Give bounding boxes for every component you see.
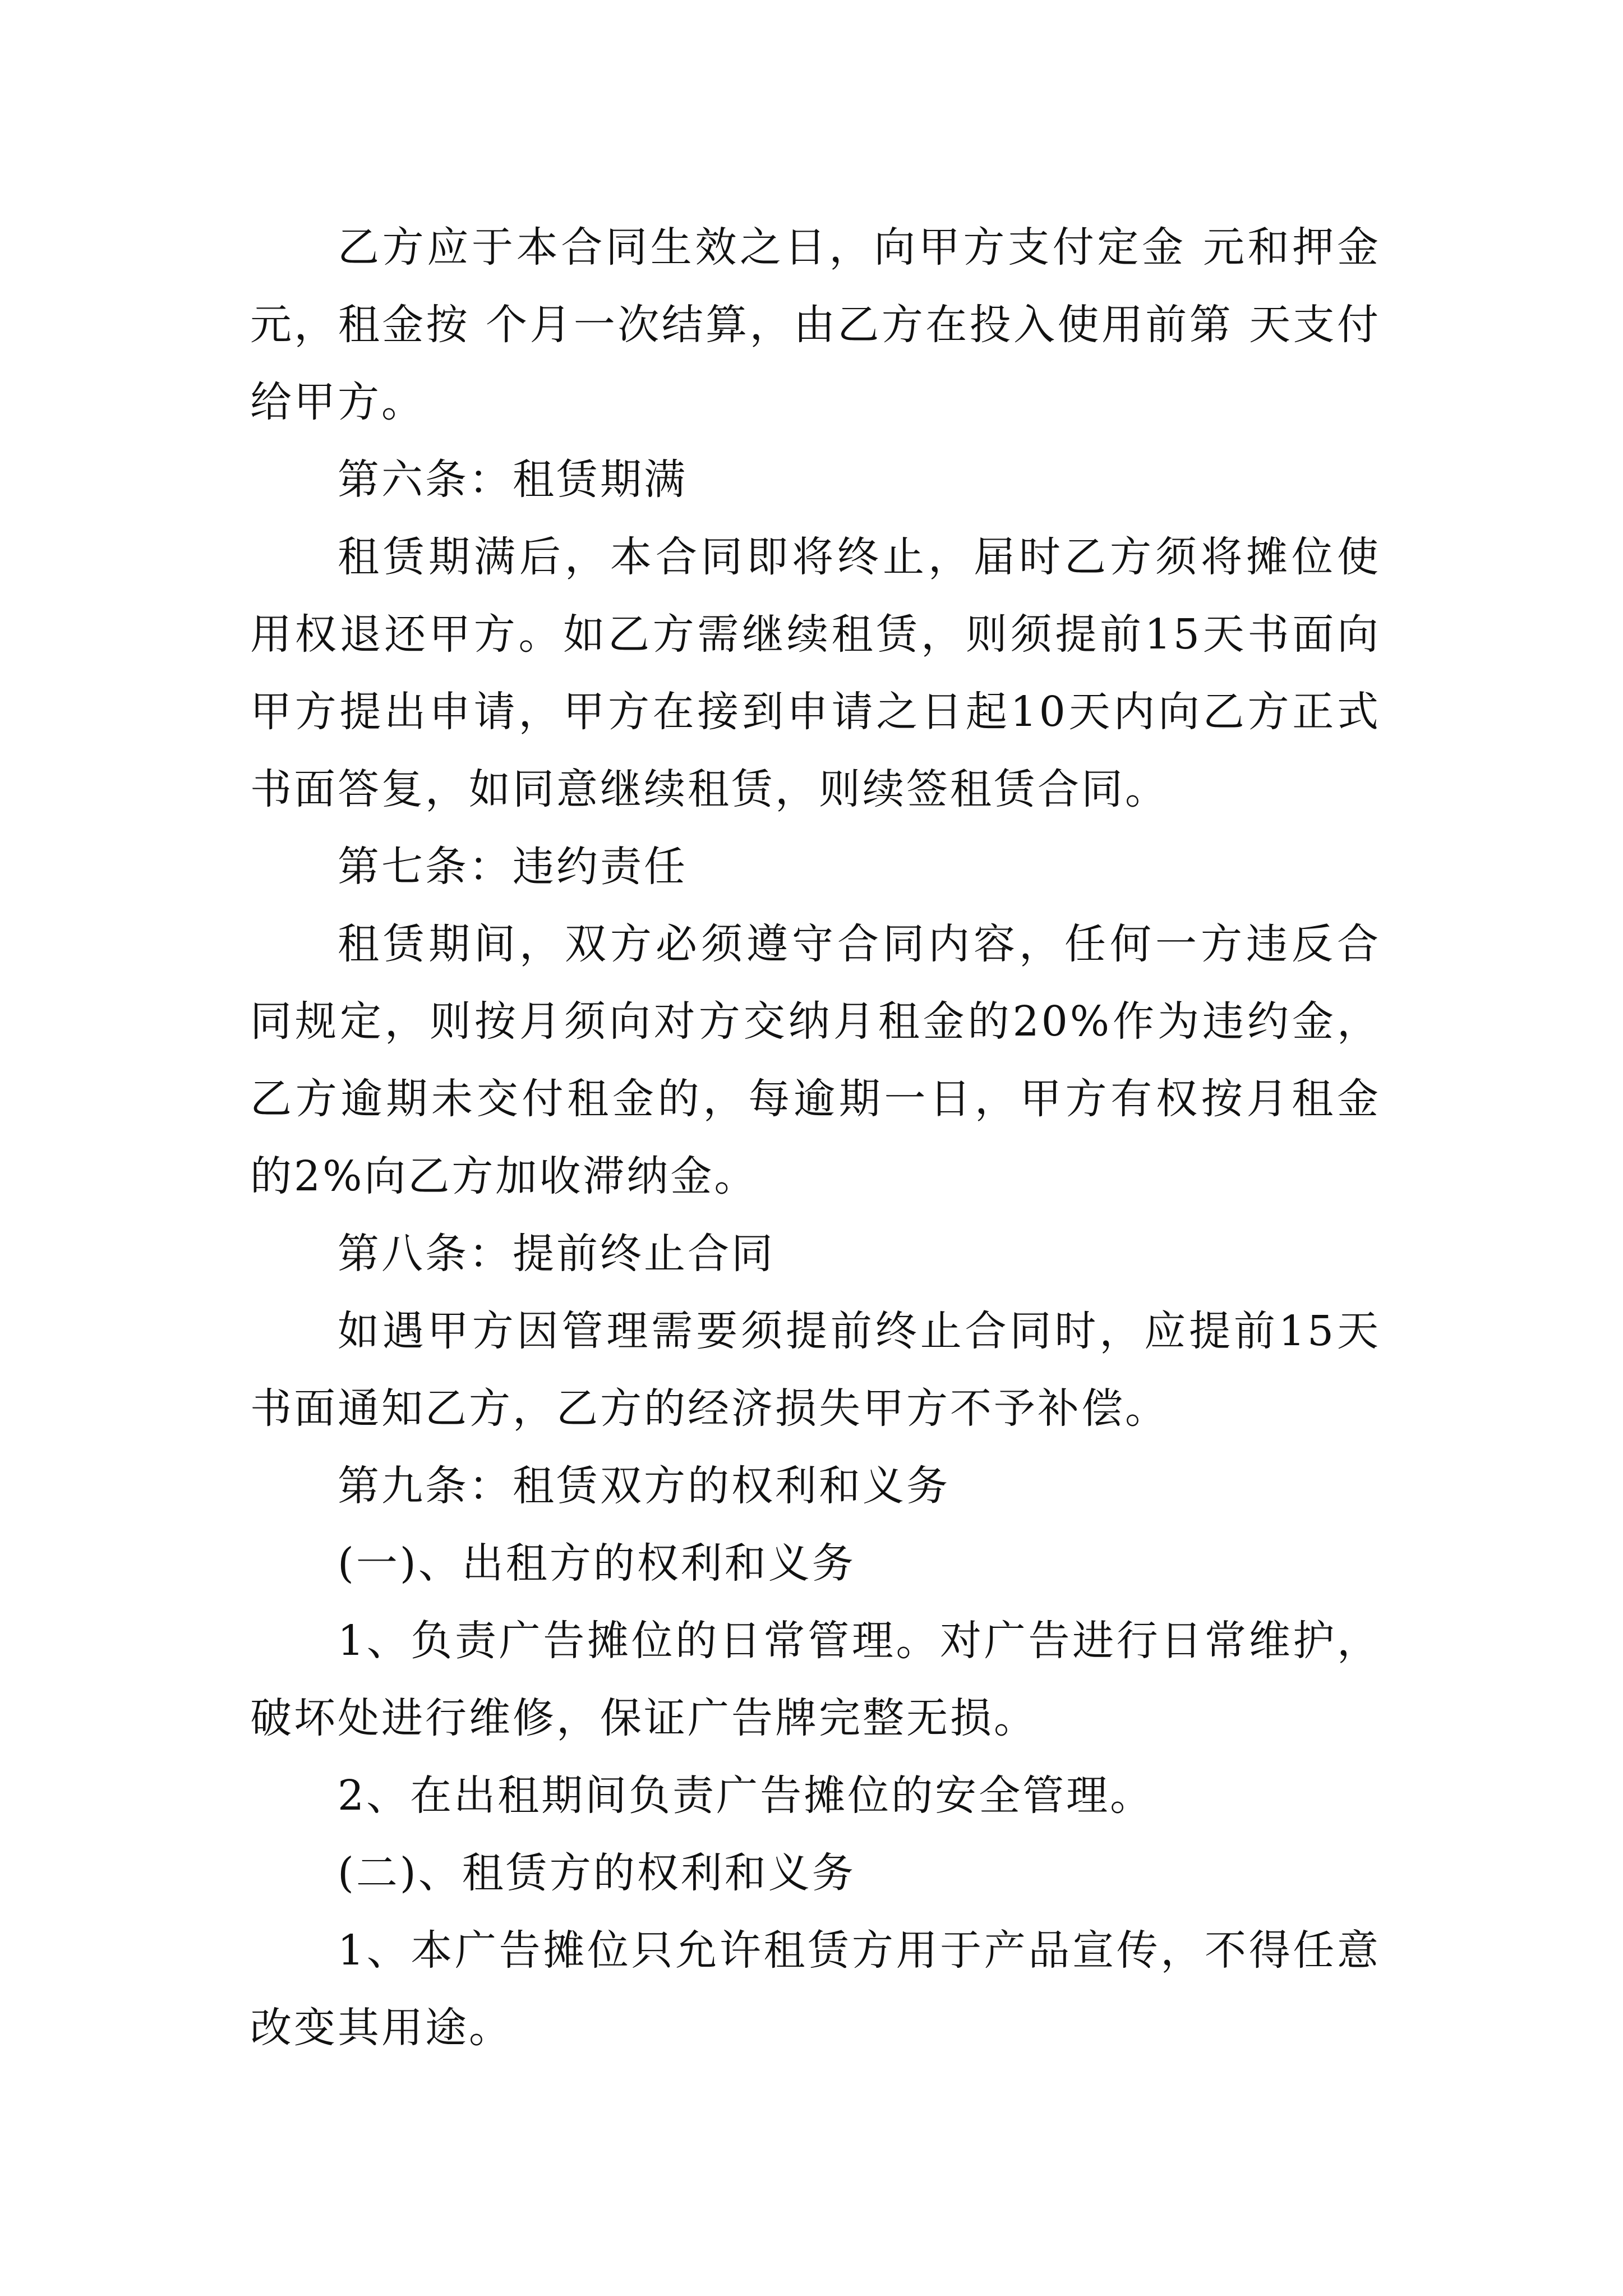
lessor-rights-heading: (一)、出租方的权利和义务 (338, 1539, 856, 1588)
article-8-heading: 第八条：提前终止合同 (338, 1230, 775, 1278)
paragraph-early-termination: 如遇甲方因管理需要须提前终止合同时，应提前15天书面通知乙方，乙方的经济损失甲方不予补偿。 (250, 1307, 1381, 1433)
lessor-duty-1: 1、负责广告摊位的日常管理。对广告进行日常维护，破坏处进行维修，保证广告牌完整无损。 (250, 1617, 1381, 1742)
article-6-heading: 第六条：租赁期满 (338, 455, 688, 504)
lessor-duty-2: 2、在出租期间负责广告摊位的安全管理。 (338, 1772, 1154, 1820)
article-9-heading: 第九条：租赁双方的权利和义务 (338, 1462, 950, 1510)
lessee-rights-heading: (二)、租赁方的权利和义务 (338, 1849, 856, 1897)
document-body (250, 209, 1381, 2067)
paragraph-deposit-payment: 乙方应于本合同生效之日，向甲方支付定金 元和押金 元，租金按 个月一次结算，由乙方在投入使用前第 天支付给甲方。 (250, 223, 1381, 426)
lessee-duty-1: 1、本广告摊位只允许租赁方用于产品宣传，不得任意改变其用途。 (250, 1926, 1381, 2052)
paragraph-breach-liability: 租赁期间，双方必须遵守合同内容，任何一方违反合同规定，则按月须向对方交纳月租金的20%作为违约金，乙方逾期未交付租金的，每逾期一日，甲方有权按月租金的2%向乙方加收滞纳金。 (250, 920, 1381, 1200)
article-7-heading: 第七条：违约责任 (338, 843, 688, 891)
paragraph-lease-expiry: 租赁期满后，本合同即将终止，届时乙方须将摊位使用权退还甲方。如乙方需继续租赁，则须提前15天书面向甲方提出申请，甲方在接到申请之日起10天内向乙方正式书面答复，如同意继续租赁，则续签租赁合同。 (250, 533, 1381, 813)
